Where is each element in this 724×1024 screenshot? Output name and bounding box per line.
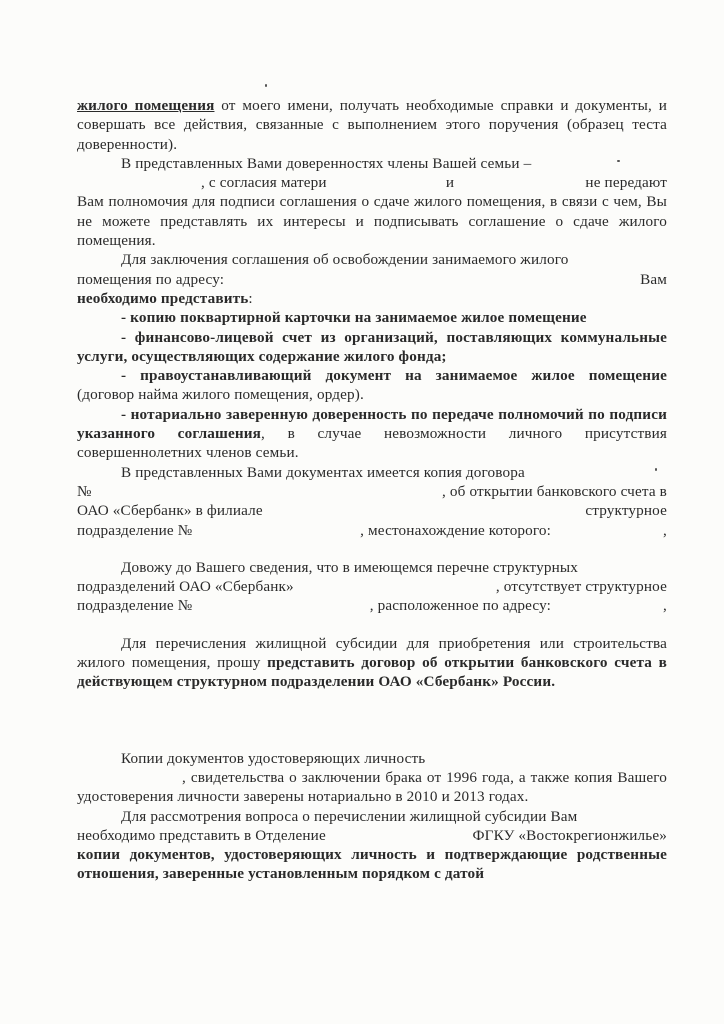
paragraph-4-line-1: В представленных Вами документах имеется копия договора	[121, 463, 525, 481]
list-item-4: - нотариально заверенную доверенность по передаче полномочий по подписи указанного соглашения, в случае невозможности личного присутствия совершеннолетних членов семьи.	[77, 405, 667, 462]
list-item-2: - финансово-лицевой счет из организаций, поставляющих коммунальные услуги, осуществляющих содержание жилого фонда;	[77, 328, 667, 365]
paragraph-3-line-2: помещения по адресу: Вам	[77, 270, 667, 288]
paragraph-7-rest: , свидетельства о заключении брака от 1996 года, а также копия Вашего удостоверения личности заверены нотариально в 2010 и 2013 годах.	[77, 768, 667, 806]
list-item-3: - правоустанавливающий документ на занимаемое жилое помещение (договор найма жилого помещения, ордер).	[77, 367, 667, 404]
list-item-1: - копию поквартирной карточки на занимаемое жилое помещение	[121, 309, 587, 327]
paragraph-8-line-2: необходимо представить в Отделение ФГКУ «Востокрегионжилье»	[77, 826, 667, 844]
paragraph-7-line-1: Копии документов удостоверяющих личность	[121, 749, 426, 767]
scan-speck	[265, 84, 267, 87]
paragraph-4-line-3: ОАО «Сбербанк» в филиале структурное	[77, 502, 667, 520]
paragraph-2-line-2: , с согласия матери и не передают	[201, 174, 667, 192]
paragraph-6: Для перечисления жилищной субсидии для приобретения или строительства жилого помещения, прошу представить договор об открытии банковского счета в действующем структурном подразделении ОАО «Сбербанк» России.	[77, 634, 667, 691]
paragraph-5-line-2: подразделений ОАО «Сбербанк» , отсутствует структурное	[77, 578, 667, 596]
paragraph-8-bold: копии документов, удостоверяющих личность и подтверждающие родственные отношения, заверенные установленным порядком с датой	[77, 846, 667, 883]
paragraph-8-line-1: Для рассмотрения вопроса о перечислении жилищной субсидии Вам	[121, 807, 578, 825]
paragraph-1: жилого помещения от моего имени, получать необходимые справки и документы, и совершать все действия, связанные с выполнением этого поручения (образец теста доверенности).	[77, 97, 667, 153]
paragraph-2-line-1: В представленных Вами доверенностях члены Вашей семьи –	[121, 154, 532, 172]
letter-body	[77, 96, 667, 884]
paragraph-3-line-3: необходимо представить:	[77, 289, 253, 307]
paragraph-2-rest: Вам полномочия для подписи соглашения о сдаче жилого помещения, в связи с чем, Вы не можете представлять их интересы и подписывать соглашение о сдаче жилого помещения.	[77, 193, 667, 250]
paragraph-3-line-1: Для заключения соглашения об освобождении занимаемого жилого	[121, 251, 569, 269]
lead-bold-text: жилого помещения	[77, 97, 215, 114]
paragraph-5-line-3: подразделение № , расположенное по адресу: ,	[77, 597, 667, 615]
paragraph-5-line-1: Довожу до Вашего сведения, что в имеющемся перечне структурных	[121, 558, 578, 576]
paragraph-4-line-4: подразделение № , местонахождение которого: ,	[77, 521, 667, 539]
paragraph-4-line-2: № , об открытии банковского счета в	[77, 482, 667, 500]
